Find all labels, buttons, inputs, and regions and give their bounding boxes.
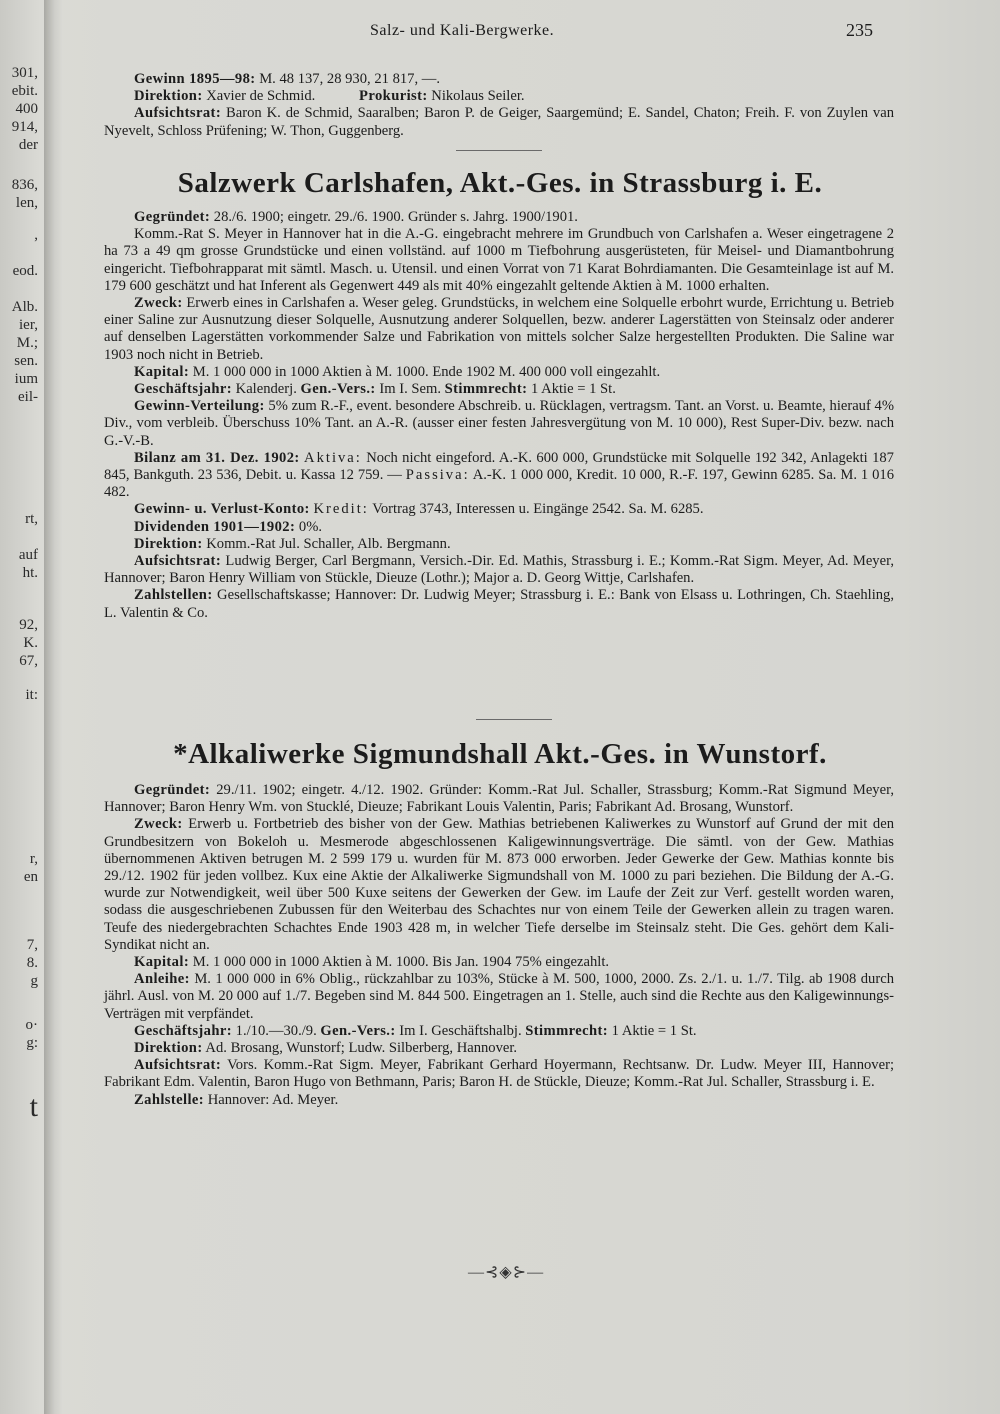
margin-fragment: en — [23, 869, 38, 885]
margin-fragment: g: — [26, 1035, 38, 1051]
margin-fragment: 92, — [19, 617, 38, 633]
gegruendet-label: Gegründet: — [134, 209, 211, 225]
zweck-paragraph — [104, 816, 894, 954]
margin-fragment: len, — [15, 195, 38, 211]
direktion-line — [104, 88, 894, 105]
margin-fragment: o· — [25, 1017, 38, 1033]
margin-fragment: 914, — [11, 119, 38, 135]
gegruendet-text: 28./6. 1900; eingetr. 29./6. 1900. Gründer s. Jahrg. 1900/1901. — [210, 209, 578, 225]
margin-fragment: der — [18, 137, 38, 153]
carlshafen-entry — [104, 209, 894, 622]
stimmrecht-text: 1 Aktie = 1 St. — [608, 1022, 697, 1039]
dividenden-paragraph — [104, 519, 894, 536]
prokurist-label: Prokurist: — [359, 88, 428, 105]
dividenden-text: 0%. — [295, 518, 323, 535]
aufsichtsrat-label: Aufsichtsrat: — [134, 1057, 222, 1074]
gegruendet-label: Gegründet: — [134, 782, 211, 798]
bilanz-label: Bilanz am 31. Dez. 1902: — [134, 449, 300, 466]
gewinn-text: M. 48 137, 28 930, 21 817, —. — [255, 71, 440, 87]
dividenden-label: Dividenden 1901—1902: — [134, 518, 296, 535]
zahlstellen-text: Gesellschaftskasse; Hannover: Dr. Ludwig Meyer; Strassburg i. E.: Bank von Elsass u. Lothringen, Ch. Staehling, L. Valentin & Co. — [104, 587, 894, 621]
margin-fragment: sen. — [14, 353, 38, 369]
zweck-label: Zweck: — [134, 816, 183, 833]
aktiva-text: Noch nicht eingeford. A.-K. 600 000, Grundstücke mit Solquelle 192 342, Anlagekti 187 845, Bankguth. 23 536, Debit. u. Kassa 12 759. — — [104, 449, 894, 484]
zweck-paragraph — [104, 295, 894, 364]
direktion-text: Xavier de Schmid. — [202, 88, 316, 105]
margin-fragment: g — [30, 973, 38, 989]
margin-fragment: ebit. — [11, 83, 38, 99]
page-number: 235 — [846, 20, 873, 40]
gewinn-verteilung-label: Gewinn-Verteilung: — [134, 398, 265, 415]
direktion-label: Direktion: — [134, 88, 203, 105]
margin-fragment: ht. — [22, 565, 38, 581]
kapital-label: Kapital: — [134, 363, 190, 380]
margin-fragment: ium — [14, 371, 38, 387]
bilanz-paragraph — [104, 450, 894, 502]
aufsichtsrat-label: Aufsichtsrat: — [134, 553, 222, 570]
geschaeftsjahr-paragraph — [104, 381, 894, 398]
margin-fragment: K. — [23, 635, 38, 651]
zahlstellen-paragraph — [104, 587, 894, 621]
margin-fragment: eod. — [12, 263, 38, 279]
gegruendet-paragraph — [104, 782, 894, 816]
zahlstelle-paragraph — [104, 1092, 894, 1109]
margin-fragment: 400 — [15, 101, 38, 117]
margin-fragment: Alb. — [11, 299, 38, 315]
margin-fragment: eil- — [18, 389, 38, 405]
kredit-word: Kredit: — [313, 501, 369, 518]
einbringung-paragraph: Komm.-Rat S. Meyer in Hannover hat in die A.-G. eingebracht mehrere im Grundbuch von Carlshafen a. Weser eingetragene 2 ha 73 a 49 qm grosse Grundstücke und einen vollständ. auf 1000 m Tiefbohrung ausgerüsteten, für Meisel- und Diamantbohrung eingericht. Tiefbohrapparat mit sämtl. Masch. u. Utensil. und einen Vorrat von 71 Karat Bohrdiamanten. Die Gesamteinlage ist auf M. 179 600 geschätzt und hat Inferent als Gegenwert 449 als mit 40% eingezahlt geltende Aktien à M. 1000 erhalten. — [104, 226, 894, 294]
zahlstelle-text: Hannover: Ad. Meyer. — [204, 1091, 339, 1108]
zahlstellen-label: Zahlstellen: — [134, 587, 213, 604]
margin-fragment: auf — [18, 547, 38, 563]
margin-fragment: 301, — [11, 65, 38, 81]
gegruendet-paragraph — [104, 209, 894, 226]
section-divider — [476, 719, 552, 720]
margin-fragment: r, — [29, 851, 38, 867]
aufsichtsrat-text: Vors. Komm.-Rat Sigm. Meyer, Fabrikant Gerhard Hoyermann, Rechtsanw. Dr. Ludw. Meyer III, Hannover; Fabrikant Edm. Valentin, Baron Hugo von Bethmann, Paris; Baron H. de Stückle, Dieuze; Komm.-Rat Jul. Schaller, Strassburg i. E. — [104, 1057, 894, 1091]
page-fold-shadow — [44, 0, 62, 1414]
margin-fragment: 67, — [19, 653, 38, 669]
anleihe-paragraph — [104, 971, 894, 1023]
margin-fragment: 8. — [26, 955, 38, 971]
geschaeftsjahr-label: Geschäftsjahr: — [134, 1022, 233, 1039]
gewinn-verlust-text: Vortrag 3743, Interessen u. Eingänge 2542. Sa. M. 6285. — [368, 501, 704, 518]
end-ornament: —⊰◈⊱— — [468, 1264, 545, 1281]
zweck-text: Erwerb eines in Carlshafen a. Weser geleg. Grundstücks, in welchem eine Solquelle erbohrt wurde, Errichtung u. Betrieb einer Saline zur Ausnutzung dieser Solquelle, Ausnutzung anderer Solquellen, bezw. anderer Lagerstätten von Steinsalz oder anderer auf denselben Lagerstätten vorkommender Salze und Fabrikation von mittels solcher Salze hergestellten Produkten. Die Saline war 1903 noch nicht in Betrieb. — [104, 295, 894, 363]
direktion-paragraph — [104, 536, 894, 553]
geschaeftsjahr-paragraph — [104, 1023, 894, 1040]
gewinn-verteilung-text: 5% zum R.-F., event. besondere Abschreib. u. Rücklagen, vertragsm. Tant. an Vorst. u. Beamte, hierauf 4% Div., vom verbleib. Überschuss 10% Tant. an A.-R. (ausser einer festen Jahresvergütung von M. 10 000), Rest Super-Div. bezw. nach G.-V.-B. — [104, 398, 894, 449]
direktion-label: Direktion: — [134, 535, 203, 552]
running-head — [0, 20, 1000, 44]
stimmrecht-text: 1 Aktie = 1 St. — [527, 381, 616, 398]
margin-fragment: 7, — [26, 937, 38, 953]
aufsichtsrat-text: Ludwig Berger, Carl Bergmann, Versich.-Dir. Ed. Mathis, Strassburg i. E.; Komm.-Rat Sigm. Meyer, Ad. Meyer, Hannover; Baron Henry William von Stückle, Dieuze (Lothr.); Major a. D. Georg Wittje, Carlshafen. — [104, 553, 894, 587]
company-heading-sigmundshall: *Alkaliwerke Sigmundshall Akt.-Ges. in Wunstorf. — [173, 738, 827, 770]
kapital-paragraph — [104, 364, 894, 381]
margin-fragment: rt, — [25, 511, 38, 527]
passiva-text: A.-K. 1 000 000, Kredit. 10 000, R.-F. 197, Gewinn 6285. Sa. M. 1 016 482. — [104, 467, 895, 501]
sigmundshall-entry — [104, 782, 894, 1109]
aktiva-word: Aktiva: — [304, 449, 362, 466]
anleihe-label: Anleihe: — [134, 971, 190, 988]
kapital-label: Kapital: — [134, 954, 190, 971]
zweck-text: Erwerb u. Fortbetrieb des bisher von der Gew. Mathias betriebenen Kaliwerkes zu Wunstorf auf Grund der mit den Grundbesitzern von Bokeloh u. Mesmerode abgeschlossenen Kaligewinnungsverträge. Die sämtl. von der Gew. Mathias übernommenen Aktiven betrugen M. 2 599 179 u. wurden für M. 873 000 erworben. Jeder Gewerke der Gew. Mathias konnte bis 29./12. 1902 für jeden vollbez. Kux eine Aktie der Alkaliwerke Sigmundshall von M. 1000 zu pari beziehen. Die Bildung der A.-G. wurde zur Notwendigkeit, weil über 500 Kuxe seitens der Gewerken der Gew. im Laufe der Zeit zur Verf. gestellt worden waren, sodass die ausgeschriebenen Zubussen für den Weiterbau des Schachtes nur von einem Teile der Gewerken allein zu tragen waren. Teufe des niedergebrachten Schachtes Ende 1903 428 m, in welcher Tiefe derselbe im Steinsalz steht. Die Ges. gehört dem Kali-Syndikat nicht an. — [104, 816, 894, 953]
geschaeftsjahr-text: Kalenderj. — [232, 381, 301, 398]
adjacent-page-margin — [0, 0, 44, 1414]
direktion-text: Komm.-Rat Jul. Schaller, Alb. Bergmann. — [202, 535, 451, 552]
previous-entry-tail — [104, 71, 894, 140]
section-divider — [456, 150, 542, 151]
running-head-title: Salz- und Kali-Bergwerke. — [370, 22, 555, 39]
geschaeftsjahr-label: Geschäftsjahr: — [134, 381, 233, 398]
kapital-text: M. 1 000 000 in 1000 Aktien à M. 1000. Ende 1902 M. 400 000 voll eingezahlt. — [189, 363, 661, 380]
margin-fragment: ier, — [19, 317, 38, 333]
gewinn-label: Gewinn 1895—98: — [134, 71, 256, 87]
prokurist-text: Nikolaus Seiler. — [427, 88, 525, 105]
kapital-text: M. 1 000 000 in 1000 Aktien à M. 1000. Bis Jan. 1904 75% eingezahlt. — [189, 954, 610, 971]
aufsichtsrat-paragraph — [104, 1057, 894, 1091]
margin-fragment: , — [34, 227, 38, 243]
margin-fragment: t — [29, 1090, 38, 1123]
gen-vers-text: Im I. Geschäftshalbj. — [395, 1022, 526, 1039]
margin-fragment: 836, — [11, 177, 38, 193]
gewinn-line — [104, 71, 894, 88]
gen-vers-label: Gen.-Vers.: — [320, 1022, 396, 1039]
anleihe-text: M. 1 000 000 in 6% Oblig., rückzahlbar zu 103%, Stücke à M. 500, 1000, 2000. Zs. 2./1. u. 1./7. Tilg. ab 1908 durch jährl. Ausl. von M. 20 000 auf 1./7. Begeben sind M. 844 500. Eingetragen an 1. Stelle, auch sind die Rechte aus den Kaligewinnungs-Verträgen mit verpfändet. — [104, 971, 894, 1022]
kapital-paragraph — [104, 954, 894, 971]
passiva-word: Passiva: — [405, 467, 470, 484]
margin-fragment: it: — [25, 687, 38, 703]
gen-vers-text: Im I. Sem. — [375, 381, 445, 398]
aufsichtsrat-line — [104, 105, 894, 139]
stimmrecht-label: Stimmrecht: — [525, 1022, 609, 1039]
company-heading-carlshafen: Salzwerk Carlshafen, Akt.-Ges. in Strassburg i. E. — [177, 167, 823, 199]
stimmrecht-label: Stimmrecht: — [444, 381, 528, 398]
direktion-text: Ad. Brosang, Wunstorf; Ludw. Silberberg, Hannover. — [202, 1040, 518, 1057]
gewinn-verlust-paragraph — [104, 501, 894, 518]
aufsichtsrat-paragraph — [104, 553, 894, 587]
gewinn-verlust-label: Gewinn- u. Verlust-Konto: — [134, 501, 310, 518]
zahlstelle-label: Zahlstelle: — [134, 1091, 205, 1108]
zweck-label: Zweck: — [134, 295, 183, 312]
direktion-label: Direktion: — [134, 1040, 203, 1057]
aufsichtsrat-label: Aufsichtsrat: — [134, 105, 222, 122]
gegruendet-text: 29./11. 1902; eingetr. 4./12. 1902. Gründer: Komm.-Rat Jul. Schaller, Strassburg; Komm.-Rat Sigmund Meyer, Hannover; Baron Henry Wm. von Stucklé, Dieuze; Fabrikant Louis Valentin, Paris; Fabrikant Ad. Brosang, Wunstorf. — [104, 782, 894, 816]
aufsichtsrat-text: Baron K. de Schmid, Saaralben; Baron P. de Geiger, Saargemünd; E. Sandel, Chaton; Freih. F. von Zuylen van Nyevelt, Schloss Prüfening; W. Thon, Guggenberg. — [104, 105, 894, 139]
gewinn-verteilung-paragraph — [104, 398, 894, 450]
geschaeftsjahr-text: 1./10.—30./9. — [232, 1022, 321, 1039]
gen-vers-label: Gen.-Vers.: — [300, 381, 376, 398]
direktion-paragraph — [104, 1040, 894, 1057]
margin-fragment: M.; — [16, 335, 38, 351]
